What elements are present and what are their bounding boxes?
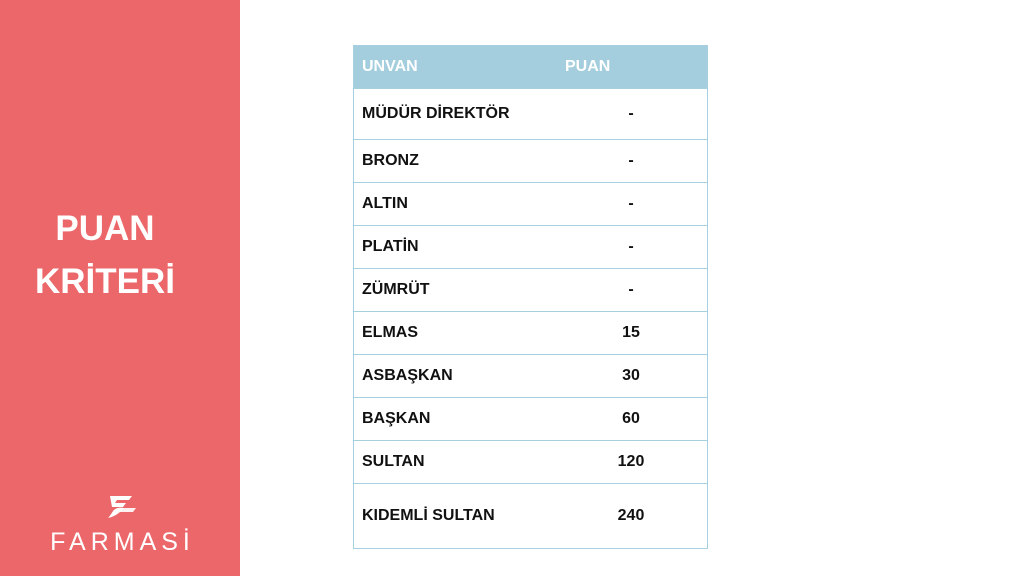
header-unvan: UNVAN [354, 46, 555, 89]
row-puan: 240 [617, 507, 645, 524]
farmasi-logo-icon [102, 494, 138, 520]
row-unvan: MÜDÜR DİREKTÖR [354, 89, 555, 140]
row-puan: 15 [555, 312, 707, 355]
header-puan: PUAN [555, 46, 707, 89]
table-row [354, 398, 707, 441]
logo-text: FARMASİ [50, 528, 195, 556]
page-title [0, 202, 210, 308]
table-row [354, 183, 707, 226]
table-header-row [354, 46, 707, 89]
table-row [354, 312, 707, 355]
table-row [354, 89, 707, 140]
row-puan: - [555, 140, 707, 183]
row-unvan: BAŞKAN [354, 398, 555, 441]
row-puan: - [555, 89, 707, 140]
row-puan: 120 [555, 441, 707, 484]
row-puan: 30 [555, 355, 707, 398]
row-unvan: ASBAŞKAN [354, 355, 555, 398]
table-row [354, 226, 707, 269]
criteria-table [353, 45, 708, 549]
row-puan: - [555, 226, 707, 269]
title-line-2: KRİTERİ [35, 262, 175, 301]
table-row [354, 355, 707, 398]
title-line-1: PUAN [55, 209, 155, 248]
table-row [354, 269, 707, 312]
table-row [354, 484, 707, 549]
row-puan: 60 [555, 398, 707, 441]
row-puan: - [555, 269, 707, 312]
table-row [354, 441, 707, 484]
row-puan: - [555, 183, 707, 226]
table-row [354, 140, 707, 183]
brand-logo [40, 494, 200, 557]
row-unvan: ALTIN [354, 183, 555, 226]
row-unvan: SULTAN [354, 441, 555, 484]
row-unvan: BRONZ [354, 140, 555, 183]
row-unvan: KIDEMLİ SULTAN [362, 507, 495, 524]
sidebar-panel [0, 0, 240, 576]
row-unvan: PLATİN [354, 226, 555, 269]
row-unvan: ZÜMRÜT [354, 269, 555, 312]
row-unvan: ELMAS [354, 312, 555, 355]
